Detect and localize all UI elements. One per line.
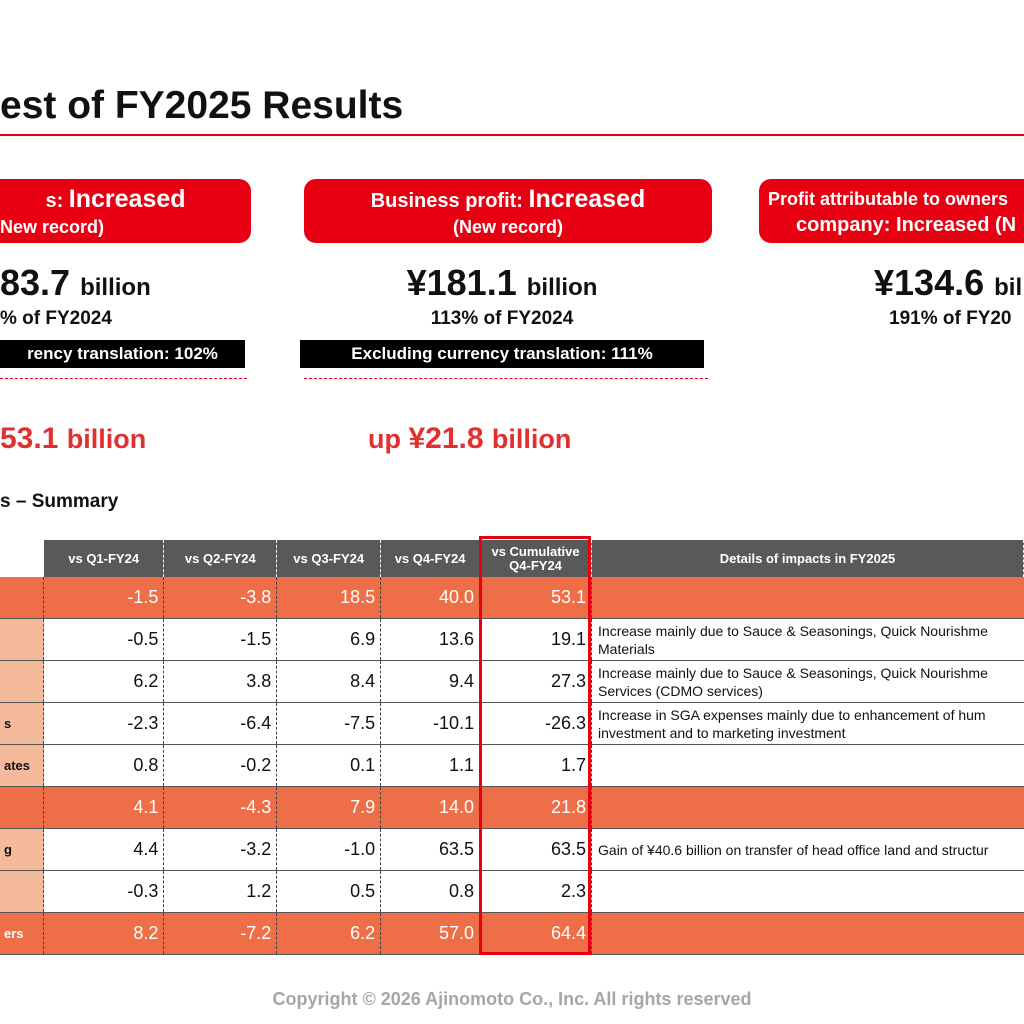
business-profit-value-unit: billion [526,274,598,301]
value-cell: -3.8 [164,577,277,619]
business-profit-pill-note: (New record) [452,217,564,237]
value-cell: 6.2 [277,913,381,955]
value-cell: -0.5 [44,619,164,661]
value-cell: 1.2 [164,871,277,913]
detail-cell [592,745,1024,787]
value-cell: -1.5 [44,577,164,619]
value-cell: -1.5 [164,619,277,661]
detail-cell [592,577,1024,619]
value-cell: -0.2 [164,745,277,787]
detail-cell [592,787,1024,829]
header-vs-cumulative: vs Cumulative Q4-FY24 [480,540,592,577]
value-cell: 40.0 [381,577,480,619]
business-profit-value-number: ¥181.1 [406,262,517,303]
detail-cell: Increase mainly due to Sauce & Seasonings, Quick Nourishme Materials [592,619,1024,661]
revenue-pct: % of FY2024 [0,308,112,329]
header-vs-q1: vs Q1-FY24 [44,540,164,577]
revenue-delta-value: 53.1 [0,422,59,455]
header-vs-q3: vs Q3-FY24 [277,540,381,577]
value-cell: 0.1 [277,745,381,787]
owners-profit-pill-note: company: Increased (N [796,214,1017,236]
value-cell: -7.5 [277,703,381,745]
header-details: Details of impacts in FY2025 [592,540,1024,577]
row-label [0,619,44,661]
value-cell: 1.7 [480,745,592,787]
value-cell: -10.1 [381,703,480,745]
value-cell: -3.2 [164,829,277,871]
revenue-pill-status: Increased [68,185,186,213]
value-cell: 21.8 [480,787,592,829]
value-cell: 14.0 [381,787,480,829]
value-cell: 64.4 [480,913,592,955]
row-label: ates [0,745,44,787]
business-profit-pct: 113% of FY2024 [430,308,574,329]
title-underline [0,134,1024,136]
value-cell: 6.2 [44,661,164,703]
value-cell: 63.5 [480,829,592,871]
business-profit-delta [368,422,571,456]
business-profit-excl-currency: Excluding currency translation: 111% [300,340,704,368]
page-title: est of FY2025 Results [0,84,404,127]
value-cell: -26.3 [480,703,592,745]
business-profit-pill-prefix: Business profit: [370,190,529,212]
business-profit-delta-prefix: up [368,424,409,454]
revenue-pill-note: New record) [0,217,105,237]
owners-profit-value [874,262,1022,304]
business-profit-divider [304,378,708,379]
detail-cell [592,871,1024,913]
business-profit-value [300,262,704,304]
value-cell: 2.3 [480,871,592,913]
value-cell: -0.3 [44,871,164,913]
revenue-delta-unit: billion [66,424,147,454]
business-profit-delta-unit: billion [491,424,572,454]
row-label: s [0,703,44,745]
detail-cell [592,913,1024,955]
header-label-spacer [0,540,44,577]
revenue-value [0,262,151,304]
owners-profit-value-unit: bil [994,274,1023,301]
value-cell: 19.1 [480,619,592,661]
row-label: ers [0,913,44,955]
value-cell: 13.6 [381,619,480,661]
value-cell: 9.4 [381,661,480,703]
row-label [0,871,44,913]
value-cell: 7.9 [277,787,381,829]
value-cell: -6.4 [164,703,277,745]
value-cell: 63.5 [381,829,480,871]
value-cell: 0.8 [44,745,164,787]
business-profit-pill [304,179,712,243]
revenue-value-number: 83.7 [0,262,71,303]
value-cell: 8.2 [44,913,164,955]
value-cell: 4.4 [44,829,164,871]
value-cell: 0.8 [381,871,480,913]
detail-cell: Increase in SGA expenses mainly due to enhancement of hum investment and to marketing investment [592,703,1024,745]
revenue-pill [0,179,251,243]
revenue-excl-currency: rency translation: 102% [0,340,245,368]
value-cell: 27.3 [480,661,592,703]
header-vs-q4: vs Q4-FY24 [381,540,480,577]
owners-profit-value-number: ¥134.6 [874,262,985,303]
value-cell: 18.5 [277,577,381,619]
header-vs-q2: vs Q2-FY24 [164,540,277,577]
value-cell: 4.1 [44,787,164,829]
business-profit-delta-value: ¥21.8 [408,422,484,455]
row-label [0,787,44,829]
detail-cell: Gain of ¥40.6 billion on transfer of head office land and structur [592,829,1024,871]
revenue-pill-prefix: s: [45,190,69,212]
value-cell: 6.9 [277,619,381,661]
revenue-value-unit: billion [80,274,151,301]
revenue-divider [0,378,247,379]
value-cell: 8.4 [277,661,381,703]
value-cell: 1.1 [381,745,480,787]
owners-profit-pct: 191% of FY20 [889,308,1012,329]
value-cell: -4.3 [164,787,277,829]
value-cell: 53.1 [480,577,592,619]
row-label [0,661,44,703]
value-cell: 3.8 [164,661,277,703]
copyright: Copyright © 2026 Ajinomoto Co., Inc. All rights reserved [272,989,752,1009]
value-cell: 0.5 [277,871,381,913]
value-cell: -7.2 [164,913,277,955]
business-profit-pill-status: Increased [528,185,646,213]
revenue-delta [0,422,146,456]
owners-profit-pill-prefix: Profit attributable to owners [768,189,1009,209]
value-cell: 57.0 [381,913,480,955]
value-cell: -2.3 [44,703,164,745]
owners-profit-pill [759,179,1024,243]
cumulative-column-highlight [479,536,591,955]
row-label: g [0,829,44,871]
detail-cell: Increase mainly due to Sauce & Seasonings, Quick Nourishme Services (CDMO services) [592,661,1024,703]
section-title: s – Summary [0,491,119,512]
value-cell: -1.0 [277,829,381,871]
row-label [0,577,44,619]
